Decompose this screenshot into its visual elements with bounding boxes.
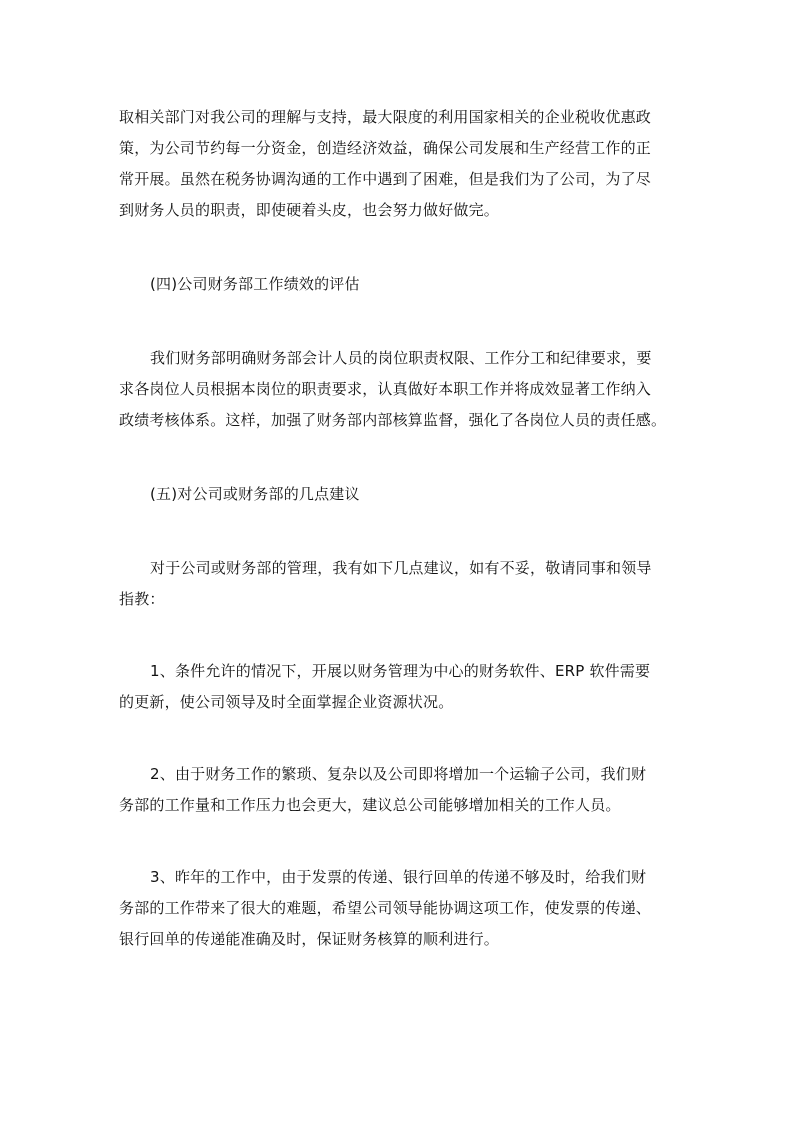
text-line: 政绩考核体系。这样，加强了财务部内部核算监督，强化了各岗位人员的责任感。 <box>119 411 667 429</box>
section-heading-text: (四)公司财务部工作绩效的评估 <box>150 275 360 293</box>
text-line: 2、由于财务工作的繁琐、复杂以及公司即将增加一个运输子公司，我们财 <box>150 765 647 783</box>
text-line: 务部的工作带来了很大的难题，希望公司领导能协调这项工作，使发票的传递、 <box>119 899 652 917</box>
paragraph-performance <box>119 343 679 436</box>
document-body <box>119 102 679 955</box>
suggestion-item-2 <box>119 759 679 821</box>
text-line: 3、昨年的工作中，由于发票的传递、银行回单的传递不够及时，给我们财 <box>150 868 647 886</box>
suggestion-item-3 <box>119 862 679 955</box>
section-heading-suggestions <box>119 479 679 510</box>
paragraph-suggestions-intro <box>119 553 679 615</box>
text-line: 到财务人员的职责，即使硬着头皮，也会努力做好做完。 <box>119 201 500 219</box>
text-line: 指教： <box>119 590 165 608</box>
text-line: 策，为公司节约每一分资金，创造经济效益，确保公司发展和生产经营工作的正 <box>119 139 652 157</box>
text-line: 取相关部门对我公司的理解与支持，最大限度的利用国家相关的企业税收优惠政 <box>119 108 652 126</box>
section-heading-text: (五)对公司或财务部的几点建议 <box>150 485 360 503</box>
suggestion-item-1 <box>119 656 679 718</box>
text-line: 常开展。虽然在税务协调沟通的工作中遇到了困难，但是我们为了公司，为了尽 <box>119 170 652 188</box>
text-line: 求各岗位人员根据本岗位的职责要求，认真做好本职工作并将成效显著工作纳入 <box>119 380 652 398</box>
paragraph-tax-coordination <box>119 102 679 226</box>
text-line: 的更新，使公司领导及时全面掌握企业资源状况。 <box>119 693 454 711</box>
text-line: 对于公司或财务部的管理，我有如下几点建议，如有不妥，敬请同事和领导 <box>150 559 652 577</box>
section-heading-performance <box>119 269 679 300</box>
text-line: 务部的工作量和工作压力也会更大，建议总公司能够增加相关的工作人员。 <box>119 796 621 814</box>
text-line: 1、条件允许的情况下，开展以财务管理为中心的财务软件、ERP 软件需要 <box>150 662 651 680</box>
text-line: 银行回单的传递能准确及时，保证财务核算的顺利进行。 <box>119 930 500 948</box>
text-line: 我们财务部明确财务部会计人员的岗位职责权限、工作分工和纪律要求，要 <box>150 349 652 367</box>
